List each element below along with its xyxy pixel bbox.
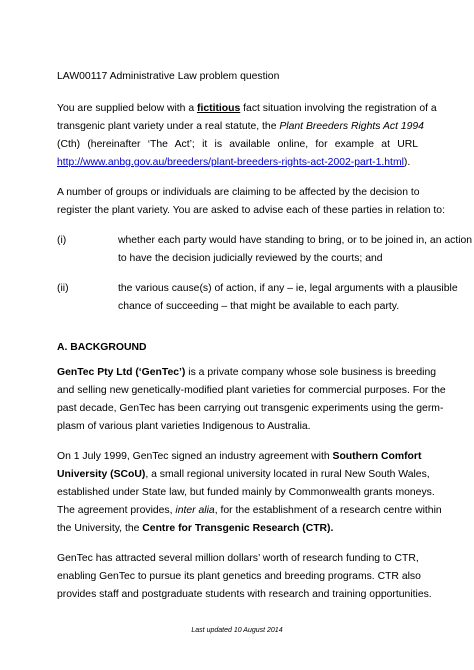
para3-line-1 (57, 366, 437, 379)
list-item-num (57, 282, 69, 295)
para5-line-2 (57, 570, 421, 583)
intro-line-2 (57, 120, 424, 133)
para-text: the University, the (57, 523, 143, 534)
university-name: Southern Comfort (332, 451, 422, 462)
para-text: enabling GenTec to pursue its plant genetics and breeding programs. CTR also (57, 571, 421, 582)
centre-name: Centre for Transgenic Research (CTR). (142, 523, 334, 534)
para-text: past decade, GenTec has been carrying out transgenic experiments using the germ- (57, 403, 444, 414)
para4-line-4 (57, 504, 442, 517)
para-text: The agreement provides, (57, 505, 176, 516)
item-text: chance of succeeding – that might be available to each party. (118, 301, 400, 312)
intro-line-4 (57, 156, 410, 169)
para3-line-2 (57, 384, 446, 397)
para2-line-2 (57, 204, 445, 217)
intro-line-3 (57, 138, 418, 151)
item-text: the various cause(s) of action, if any – ie, legal arguments with a plausible (118, 283, 458, 294)
para-text: GenTec has attracted several million dollars’ worth of research funding to CTR, (57, 553, 419, 564)
para4-line-1 (57, 450, 422, 463)
list-item-text (118, 252, 383, 265)
item-number: (i) (57, 235, 67, 246)
para4-line-2 (57, 468, 430, 481)
para-text: register the plant variety. You are asked to advise each of these parties in relation to: (57, 205, 445, 216)
title-text: LAW00117 Administrative Law problem question (57, 71, 280, 82)
para-text: , for the establishment of a research centre within (214, 505, 442, 516)
intro-text: You are supplied below with a (57, 103, 197, 114)
para-text: plasm of various plant varieties Indigenous to Australia. (57, 421, 311, 432)
heading-text: A. BACKGROUND (57, 342, 147, 353)
intro-text: (Cth) (hereinafter ‘The Act’; it is available online, for example at URL (57, 139, 418, 150)
para-text: established under State law, but funded mainly by Commonwealth grants moneys. (57, 487, 435, 498)
page-footer (0, 627, 474, 634)
item-number: (ii) (57, 283, 69, 294)
intro-text: fact situation involving the registration of a (240, 103, 437, 114)
footer-text: Last updated 10 August 2014 (191, 627, 283, 634)
list-item-text (118, 282, 458, 295)
para3-line-3 (57, 402, 444, 415)
para-text: , a small regional university located in rural New South Wales, (145, 469, 430, 480)
list-item-num (57, 234, 66, 247)
intro-text: transgenic plant variety under a real statute, the (57, 121, 280, 132)
para-text: A number of groups or individuals are claiming to be affected by the decision to (57, 187, 420, 198)
para-text: On 1 July 1999, GenTec signed an industry agreement with (57, 451, 333, 462)
para3-line-4 (57, 420, 311, 433)
item-text: to have the decision judicially reviewed by the courts; and (118, 253, 383, 264)
intro-line-1 (57, 102, 437, 115)
item-text: whether each party would have standing to bring, or to be joined in, an action (118, 235, 473, 246)
list-item-text (118, 300, 399, 313)
para5-line-3 (57, 588, 432, 601)
latin-phrase: inter alia (175, 505, 215, 516)
para5-line-1 (57, 552, 418, 565)
fictitious-emphasis: fictitious (196, 103, 241, 114)
statute-url-link[interactable]: http://www.anbg.gov.au/breeders/plant-breeders-rights-act-2002-part-1.html (57, 157, 404, 168)
para-text: is a private company whose sole business is breeding (185, 367, 437, 378)
section-heading (57, 341, 146, 354)
document-title (57, 70, 279, 83)
para-text: and selling new genetically-modified plant varieties for commercial purposes. For the (57, 385, 446, 396)
list-item-text (118, 234, 473, 247)
para-text: provides staff and postgraduate students with research and training opportunities. (57, 589, 432, 600)
company-name: GenTec Pty Ltd (‘GenTec’) (57, 367, 186, 378)
statute-name: Plant Breeders Rights Act 1994 (279, 121, 424, 132)
intro-text: ). (403, 157, 411, 168)
para2-line-1 (57, 186, 418, 199)
para4-line-5 (57, 522, 333, 535)
university-name: University (SCoU) (57, 469, 146, 480)
para4-line-3 (57, 486, 435, 499)
